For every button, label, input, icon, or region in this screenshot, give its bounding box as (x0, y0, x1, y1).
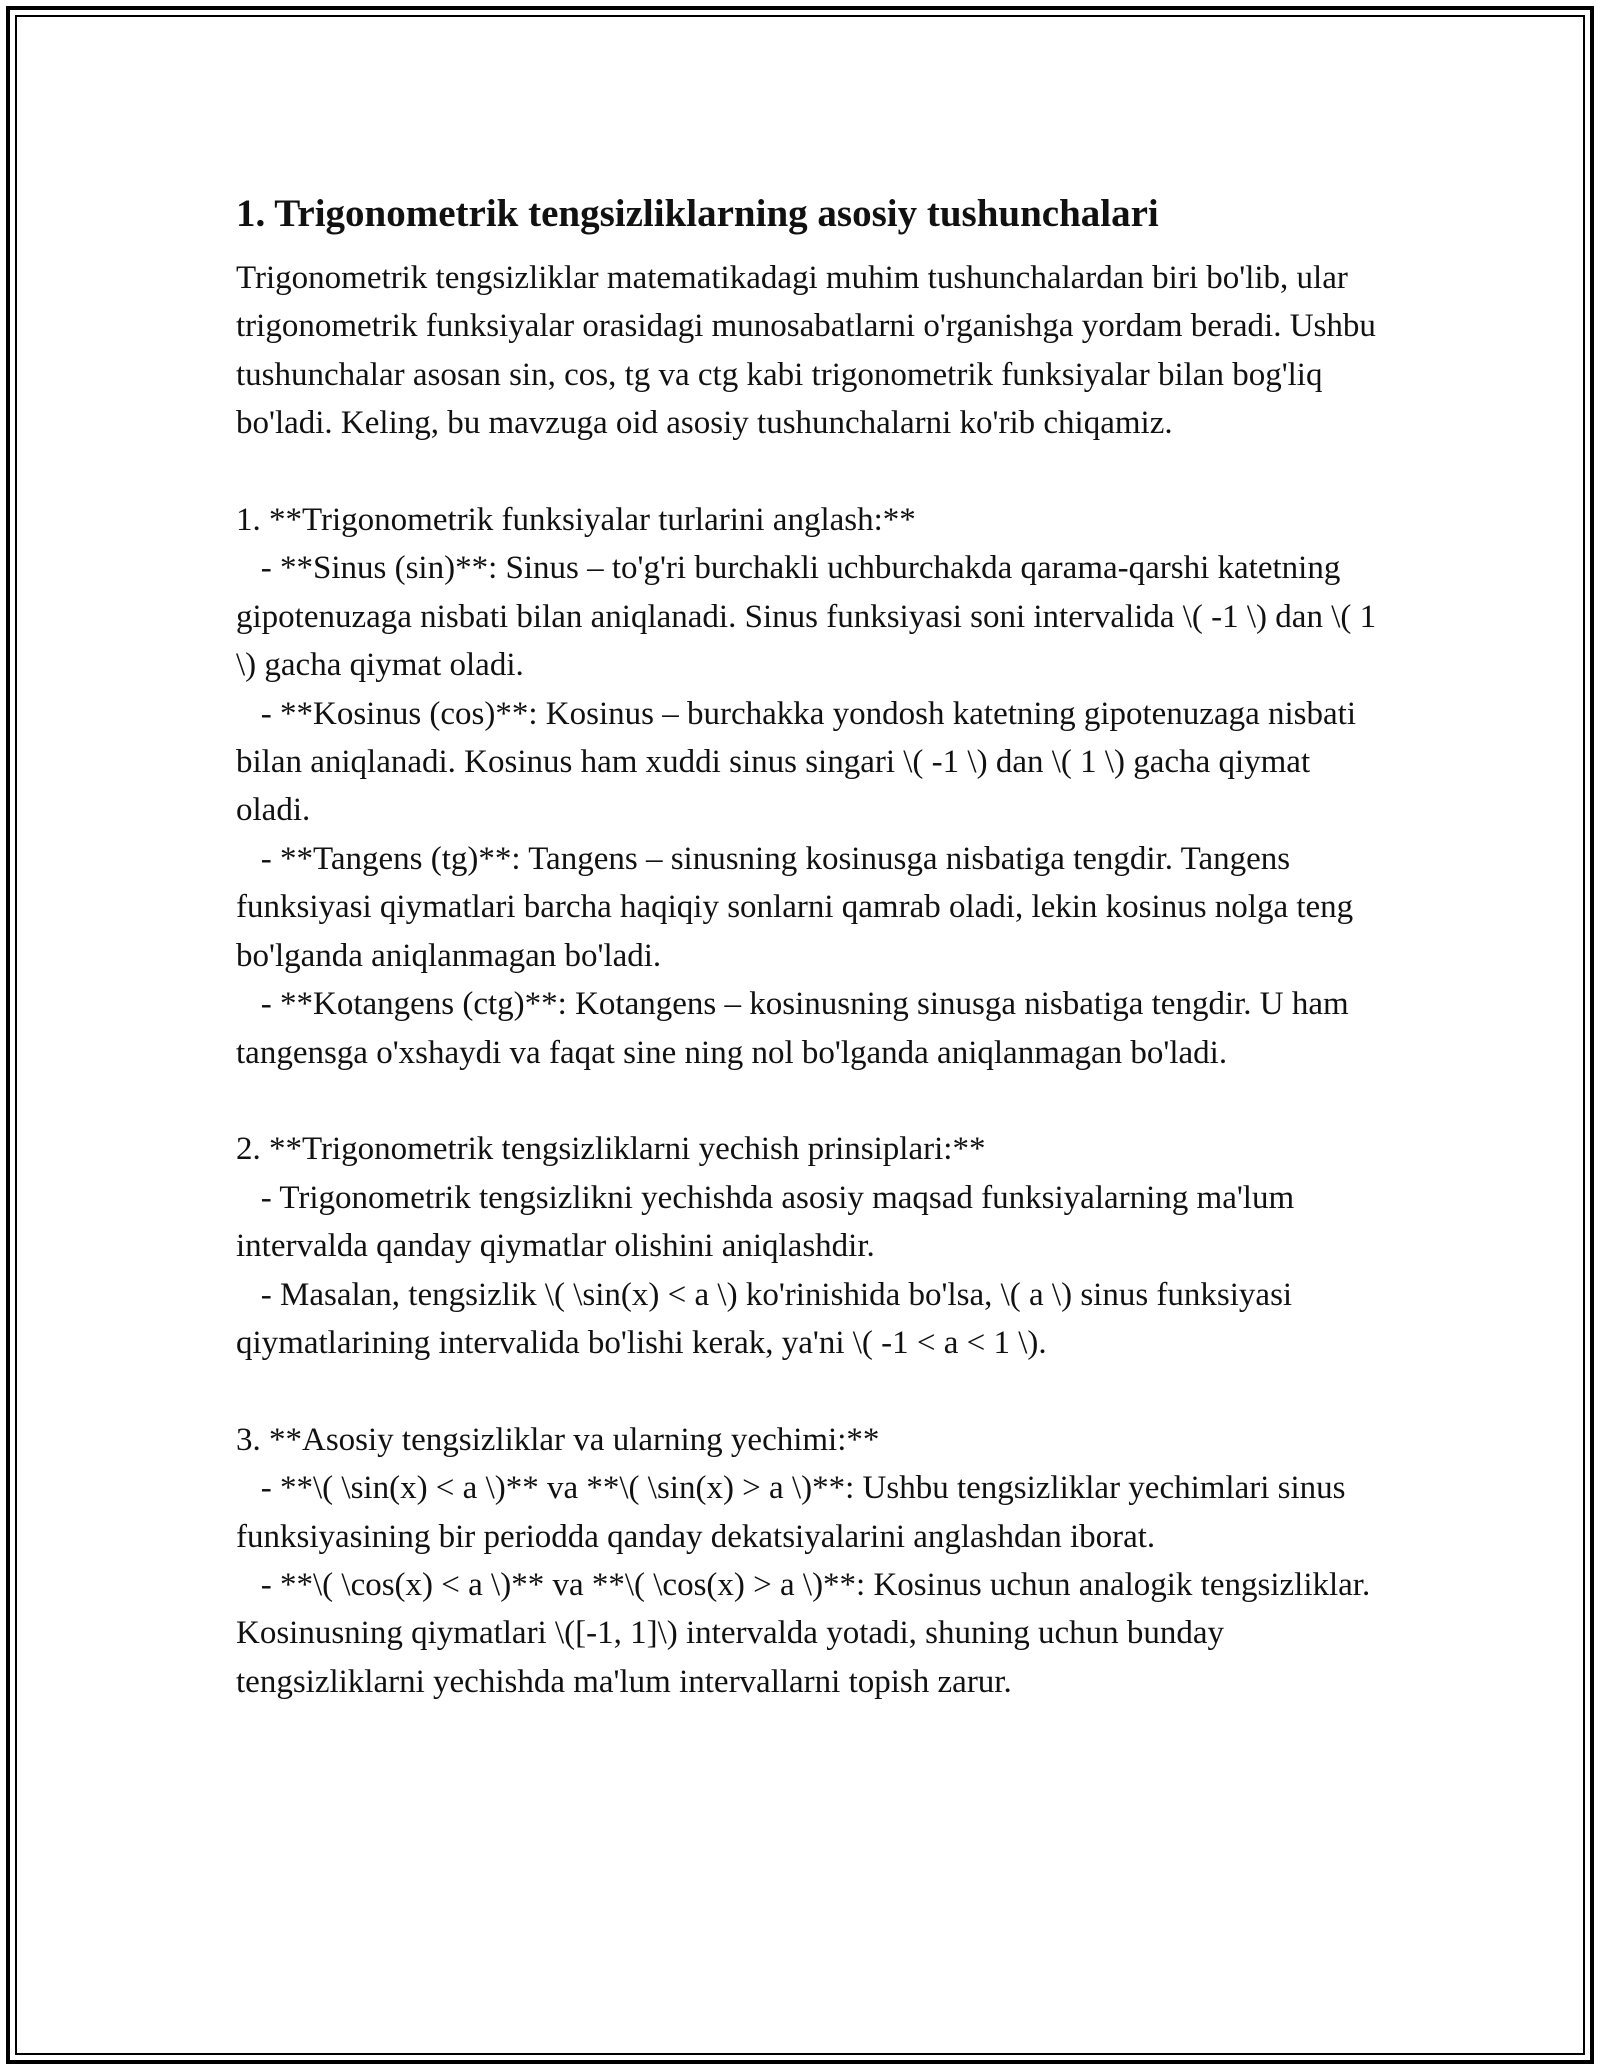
body-text: Trigonometrik tengsizliklar matematikadagi muhim tushunchalardan biri bo'lib, ular trigonometrik funksiyalar orasidagi munosabatlarni o'rganishga yordam beradi. Ushbu tushunchalar asosan sin, cos, tg va ctg kabi trigonometrik funksiyalar bilan bog'liq bo'ladi. Keling, bu mavzuga oid asosiy tushunchalarni ko'rib chiqamiz. 1. **Trigonometrik funksiyalar turlarini anglash:** - **Sinus (sin)**: Sinus – to'g'ri burchakli uchburchakda qarama-qarshi katetning gipotenuzaga nisbati bilan aniqlanadi. Sinus funksiyasi soni intervalida \( -1 \) dan \( 1 \) gacha qiymat oladi. - **Kosinus (cos)**: Kosinus – burchakka yondosh katetning gipotenuzaga nisbati bilan aniqlanadi. Kosinus ham xuddi sinus singari \( -1 \) dan \( 1 \) gacha qiymat oladi. - **Tangens (tg)**: Tangens – sinusning kosinusga nisbatiga tengdir. Tangens funksiyasi qiymatlari barcha haqiqiy sonlarni qamrab oladi, lekin kosinus nolga teng bo'lganda aniqlanmagan bo'ladi. - **Kotangens (ctg)**: Kotangens – kosinusning sinusga nisbatiga tengdir. U ham tangensga o'xshaydi va faqat sine ning nol bo'lganda aniqlanmagan bo'ladi. 2. **Trigonometrik tengsizliklarni yechish prinsiplari:** - Trigonometrik tengsizlikni yechishda asosiy maqsad funksiyalarning ma'lum intervalda qanday qiymatlar olishini aniqlashdir. - Masalan, tengsizlik \( \sin(x) < a \) ko'rinishida bo'lsa, \( a \) sinus funksiyasi qiymatlarining intervalida bo'lishi kerak, ya'ni \( -1 < a < 1 \). 3. **Asosiy tengsizliklar va ularning yechimi:** - **\( \sin(x) < a \)** va **\( \sin(x) > a \)**: Ushbu tengsizliklar yechimlari sinus funksiyasining bir periodda qanday dekatsiyalarini anglashdan iborat. - **\( \cos(x) < a \)** va **\( \cos(x) > a \)**: Kosinus uchun analogik tengsizliklar. Kosinusning qiymatlari \([-1, 1]\) intervalda yotadi, shuning uchun bunday tengsizliklarni yechishda ma'lum intervallarni topish zarur. (236, 260, 1377, 1700)
document-page (236, 186, 1386, 1706)
section-heading: 1. Trigonometrik tengsizliklarning asosiy tushunchalari (236, 192, 1159, 235)
